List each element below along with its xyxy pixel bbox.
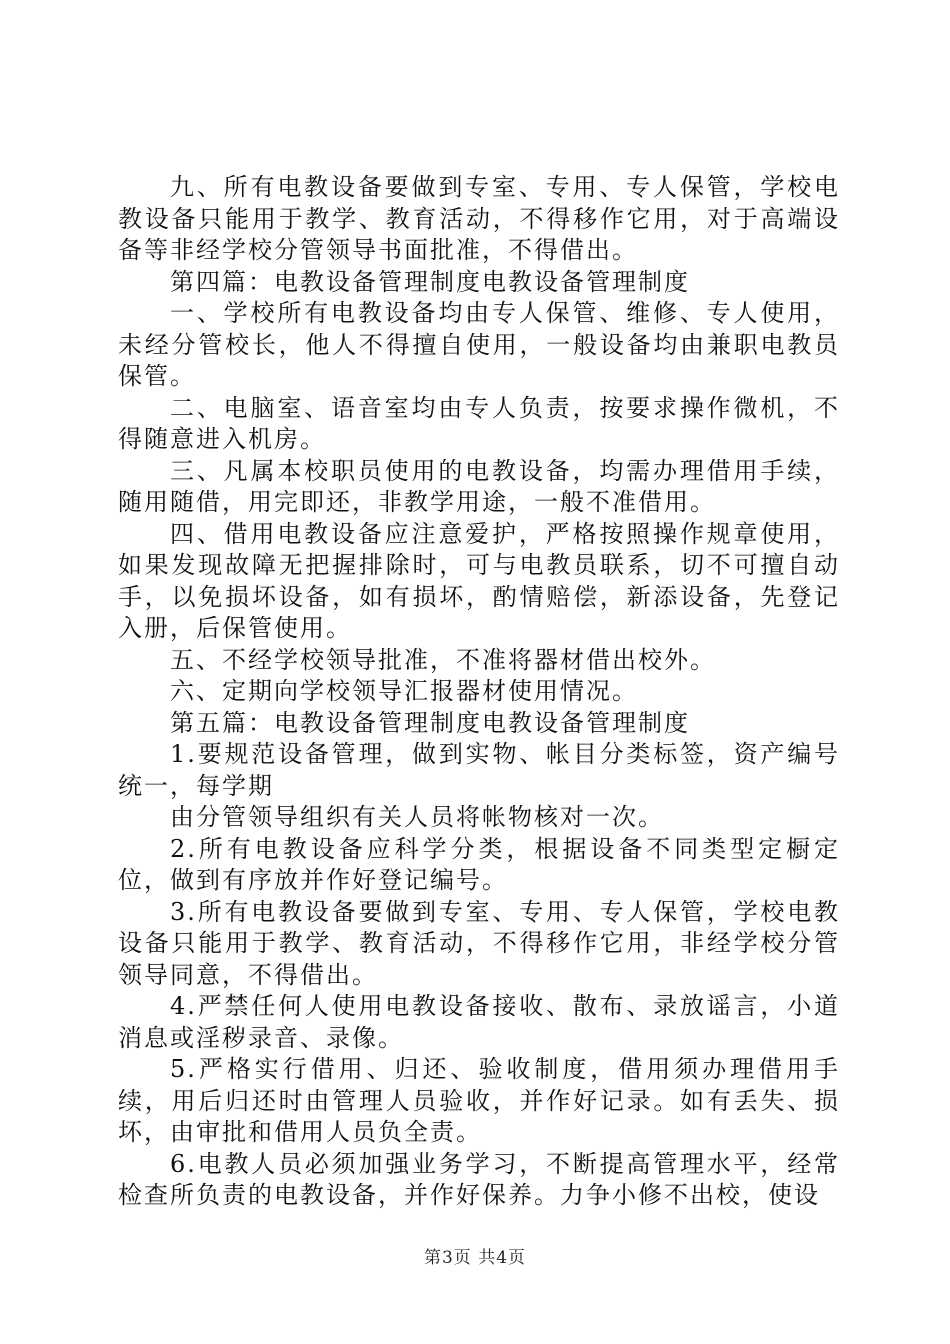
rule-4: 4.严禁任何人使用电教设备接收、散布、录放谣言，小道消息或淫秽录音、录像。 <box>118 992 840 1052</box>
paragraph-item-5: 五、不经学校领导批准，不准将器材借出校外。 <box>170 645 716 674</box>
rule-5: 5.严格实行借用、归还、验收制度，借用须办理借用手续，用后归还时由管理人员验收，并作好记录。如有丢失、损坏，由审批和借用人员负全责。 <box>118 1055 840 1146</box>
page-number-footer: 第3页 共4页 <box>423 1248 527 1268</box>
rule-2: 2.所有电教设备应科学分类，根据设备不同类型定橱定位，做到有序放并作好登记编号。 <box>118 834 840 894</box>
rule-1-part-a: 1.要规范设备管理，做到实物、帐目分类标签，资产编号统一，每学期 <box>118 740 840 800</box>
section-heading-part-4: 第四篇：电教设备管理制度电教设备管理制度 <box>170 267 690 296</box>
paragraph-item-6: 六、定期向学校领导汇报器材使用情况。 <box>170 677 638 705</box>
rule-1-part-b: 由分管领导组织有关人员将帐物核对一次。 <box>170 803 664 831</box>
paragraph-item-9: 九、所有电教设备要做到专室、专用、专人保管，学校电教设备只能用于教学、教育活动，不得移作它用，对于高端设备等非经学校分管领导书面批准，不得借出。 <box>118 173 840 264</box>
section-heading-part-5: 第五篇：电教设备管理制度电教设备管理制度 <box>170 708 690 737</box>
paragraph-item-4: 四、借用电教设备应注意爱护，严格按照操作规章使用，如果发现故障无把握排除时，可与电教员联系，切不可擅自动手，以免损坏设备，如有损坏，酌情赔偿，新添设备，先登记入册，后保管使用。 <box>118 519 840 642</box>
rule-3: 3.所有电教设备要做到专室、专用、专人保管，学校电教设备只能用于教学、教育活动，不得移作它用，非经学校分管领导同意，不得借出。 <box>118 897 840 989</box>
paragraph-item-3: 三、凡属本校职员使用的电教设备，均需办理借用手续，随用随借，用完即还，非教学用途，一般不准借用。 <box>118 456 840 516</box>
paragraph-item-2: 二、电脑室、语音室均由专人负责，按要求操作微机，不得随意进入机房。 <box>118 393 840 453</box>
rule-6: 6.电教人员必须加强业务学习，不断提高管理水平，经常检查所负责的电教设备，并作好保养。力争小修不出校，使设 <box>118 1149 840 1209</box>
document-body <box>118 172 840 1212</box>
paragraph-item-1: 一、学校所有电教设备均由专人保管、维修、专人使用，未经分管校长，他人不得擅自使用，一般设备均由兼职电教员保管。 <box>118 299 840 390</box>
